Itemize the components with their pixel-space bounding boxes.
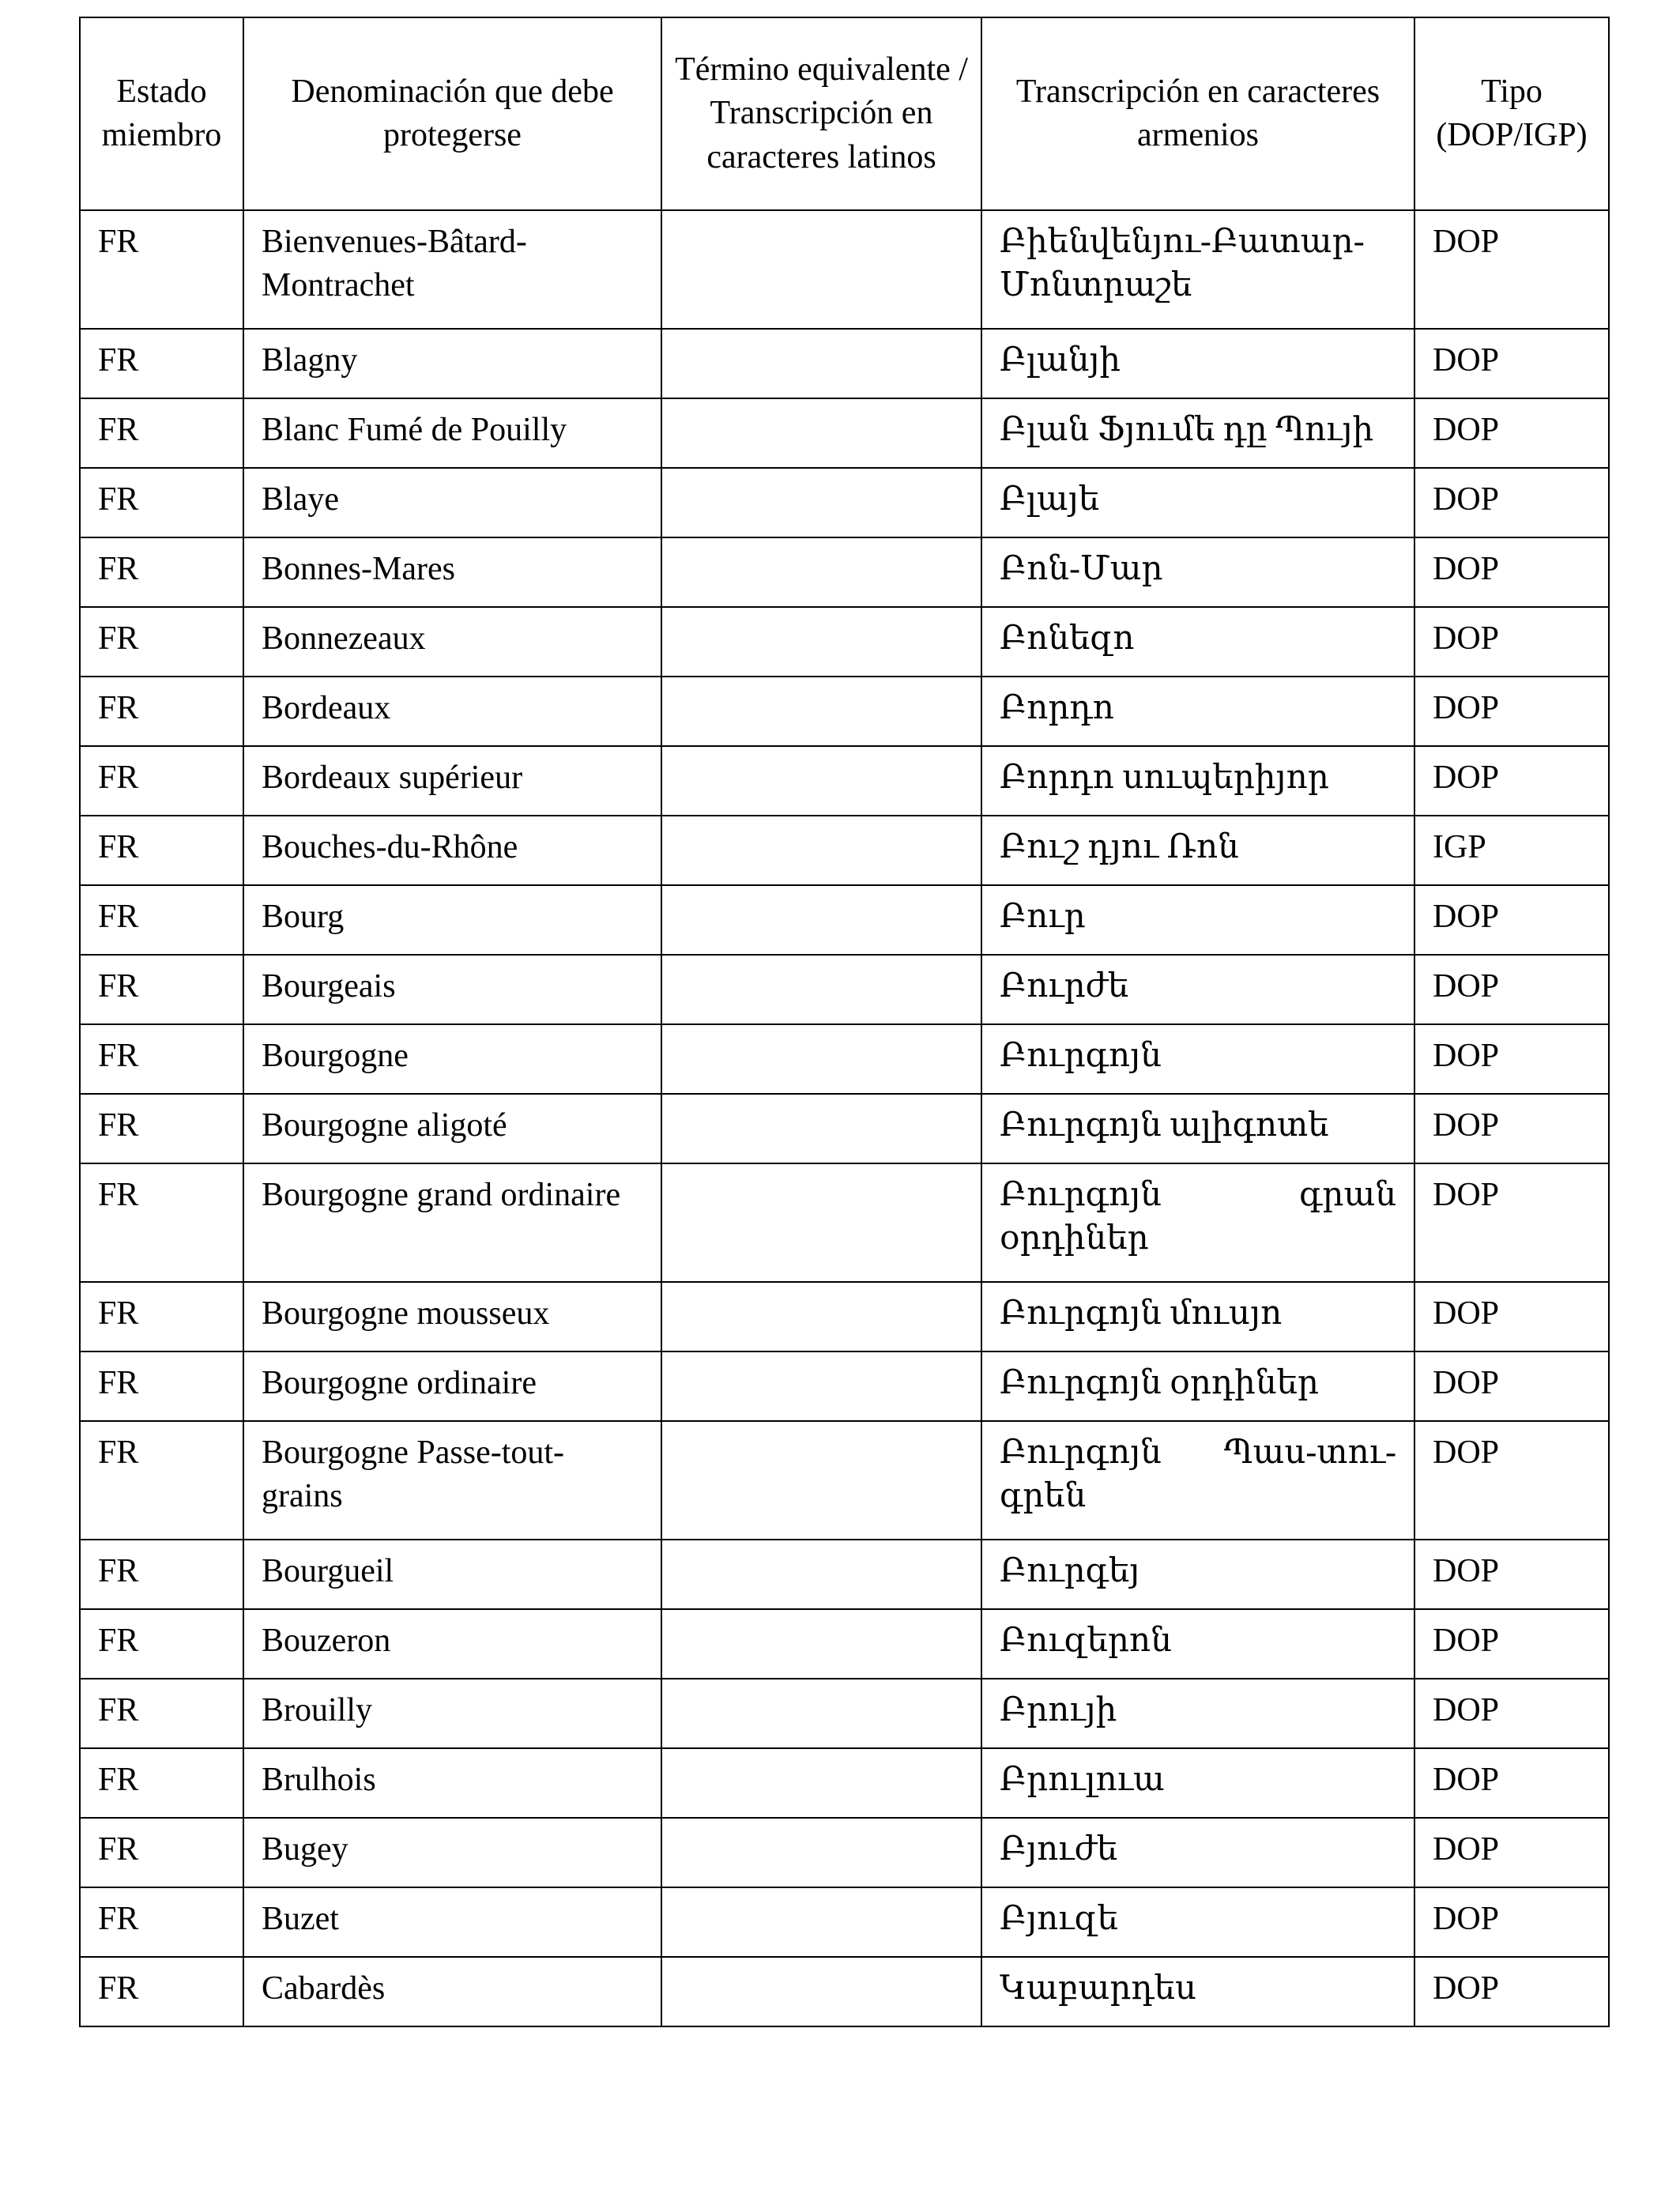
- table-row: [80, 210, 1609, 329]
- latin-transcription-cell: [661, 1421, 981, 1540]
- type-cell: DOP: [1414, 1748, 1609, 1818]
- latin-transcription-cell: [661, 1351, 981, 1421]
- designation-cell: Bonnezeaux: [243, 607, 661, 677]
- armenian-transcription-cell: Բորդո: [981, 677, 1414, 746]
- table-row: [80, 1163, 1609, 1282]
- designation-cell: Bordeaux: [243, 677, 661, 746]
- member-state-cell: FR: [80, 746, 243, 816]
- member-state-cell: FR: [80, 1957, 243, 2026]
- armenian-transcription-cell: Բլայե: [981, 468, 1414, 537]
- latin-transcription-cell: [661, 1163, 981, 1282]
- member-state-cell: FR: [80, 468, 243, 537]
- designation-cell: Brouilly: [243, 1679, 661, 1748]
- table-row: [80, 329, 1609, 398]
- designation-cell: Blaye: [243, 468, 661, 537]
- designation-cell: Bourgogne: [243, 1024, 661, 1094]
- member-state-cell: FR: [80, 1679, 243, 1748]
- table-row: [80, 1679, 1609, 1748]
- designations-table: [79, 17, 1610, 2027]
- header-armenian-transcription: Transcripción en caracteres armenios: [981, 17, 1414, 210]
- armenian-transcription-cell: Բյուժե: [981, 1818, 1414, 1887]
- designation-cell: Bourgogne ordinaire: [243, 1351, 661, 1421]
- designation-cell: Bouzeron: [243, 1609, 661, 1679]
- designation-cell: Bourgueil: [243, 1540, 661, 1609]
- table-row: [80, 746, 1609, 816]
- latin-transcription-cell: [661, 468, 981, 537]
- armenian-transcription-cell: Բուզերոն: [981, 1609, 1414, 1679]
- latin-transcription-cell: [661, 1609, 981, 1679]
- member-state-cell: FR: [80, 1351, 243, 1421]
- table-row: [80, 677, 1609, 746]
- member-state-cell: FR: [80, 1818, 243, 1887]
- designation-cell: Bourgogne mousseux: [243, 1282, 661, 1351]
- latin-transcription-cell: [661, 329, 981, 398]
- table-row: [80, 816, 1609, 885]
- latin-transcription-cell: [661, 1748, 981, 1818]
- header-type: Tipo (DOP/IGP): [1414, 17, 1609, 210]
- table-row: [80, 1748, 1609, 1818]
- armenian-transcription-cell: Բրույի: [981, 1679, 1414, 1748]
- member-state-cell: FR: [80, 607, 243, 677]
- table-row: [80, 398, 1609, 468]
- table-row: [80, 1887, 1609, 1957]
- armenian-transcription-cell: Բուրգոյն օրդիներ: [981, 1351, 1414, 1421]
- designation-cell: Bourgogne Passe-tout-grains: [243, 1421, 661, 1540]
- header-latin-transcription: Término equivalente / Transcripción en caracteres latinos: [661, 17, 981, 210]
- latin-transcription-cell: [661, 537, 981, 607]
- member-state-cell: FR: [80, 1282, 243, 1351]
- type-cell: DOP: [1414, 607, 1609, 677]
- designation-cell: Brulhois: [243, 1748, 661, 1818]
- member-state-cell: FR: [80, 885, 243, 955]
- armenian-transcription-cell: Բոն-Մար: [981, 537, 1414, 607]
- armenian-transcription-cell: Բլան Ֆյումե դը Պույի: [981, 398, 1414, 468]
- latin-transcription-cell: [661, 746, 981, 816]
- latin-transcription-cell: [661, 1957, 981, 2026]
- armenian-transcription-cell: Բրուլուա: [981, 1748, 1414, 1818]
- type-cell: DOP: [1414, 329, 1609, 398]
- member-state-cell: FR: [80, 210, 243, 329]
- header-designation: Denominación que debe protegerse: [243, 17, 661, 210]
- latin-transcription-cell: [661, 1094, 981, 1163]
- type-cell: DOP: [1414, 1094, 1609, 1163]
- type-cell: DOP: [1414, 1421, 1609, 1540]
- armenian-transcription-cell: Բյուզե: [981, 1887, 1414, 1957]
- type-cell: DOP: [1414, 1540, 1609, 1609]
- designation-cell: Cabardès: [243, 1957, 661, 2026]
- member-state-cell: FR: [80, 816, 243, 885]
- type-cell: DOP: [1414, 468, 1609, 537]
- designation-cell: Buzet: [243, 1887, 661, 1957]
- type-cell: DOP: [1414, 955, 1609, 1024]
- type-cell: DOP: [1414, 1282, 1609, 1351]
- table-row: [80, 607, 1609, 677]
- table-row: [80, 1351, 1609, 1421]
- latin-transcription-cell: [661, 607, 981, 677]
- table-row: [80, 468, 1609, 537]
- armenian-transcription-cell: Բուշ դյու Ռոն: [981, 816, 1414, 885]
- header-row: [80, 17, 1609, 210]
- latin-transcription-cell: [661, 955, 981, 1024]
- member-state-cell: FR: [80, 1163, 243, 1282]
- designation-cell: Bordeaux supérieur: [243, 746, 661, 816]
- latin-transcription-cell: [661, 1282, 981, 1351]
- designation-cell: Bourg: [243, 885, 661, 955]
- type-cell: DOP: [1414, 1163, 1609, 1282]
- armenian-transcription-cell: Բուրժե: [981, 955, 1414, 1024]
- designation-cell: Bouches-du-Rhône: [243, 816, 661, 885]
- member-state-cell: FR: [80, 1748, 243, 1818]
- member-state-cell: FR: [80, 329, 243, 398]
- latin-transcription-cell: [661, 677, 981, 746]
- table-row: [80, 1024, 1609, 1094]
- header-member-state: Estado miembro: [80, 17, 243, 210]
- armenian-transcription-cell: Բուրգոյն Պաս-տու-գրեն: [981, 1421, 1414, 1540]
- type-cell: DOP: [1414, 537, 1609, 607]
- designation-cell: Bonnes-Mares: [243, 537, 661, 607]
- designation-cell: Bourgogne grand ordinaire: [243, 1163, 661, 1282]
- armenian-transcription-cell: Բոնեզո: [981, 607, 1414, 677]
- type-cell: DOP: [1414, 1351, 1609, 1421]
- designation-cell: Bourgogne aligoté: [243, 1094, 661, 1163]
- armenian-transcription-cell: Կաբարդես: [981, 1957, 1414, 2026]
- table-row: [80, 1957, 1609, 2026]
- member-state-cell: FR: [80, 1094, 243, 1163]
- member-state-cell: FR: [80, 1609, 243, 1679]
- latin-transcription-cell: [661, 1887, 981, 1957]
- member-state-cell: FR: [80, 1540, 243, 1609]
- type-cell: DOP: [1414, 677, 1609, 746]
- designation-cell: Blagny: [243, 329, 661, 398]
- armenian-transcription-cell: Բուրգոյն մուսյո: [981, 1282, 1414, 1351]
- type-cell: DOP: [1414, 1818, 1609, 1887]
- table-row: [80, 1540, 1609, 1609]
- type-cell: DOP: [1414, 1887, 1609, 1957]
- member-state-cell: FR: [80, 955, 243, 1024]
- armenian-transcription-cell: Բուր: [981, 885, 1414, 955]
- type-cell: DOP: [1414, 1957, 1609, 2026]
- designation-cell: Bourgeais: [243, 955, 661, 1024]
- latin-transcription-cell: [661, 1540, 981, 1609]
- latin-transcription-cell: [661, 210, 981, 329]
- armenian-transcription-cell: Բուրգոյն գրան օրդիներ: [981, 1163, 1414, 1282]
- type-cell: DOP: [1414, 210, 1609, 329]
- table-row: [80, 537, 1609, 607]
- table-row: [80, 1094, 1609, 1163]
- member-state-cell: FR: [80, 1024, 243, 1094]
- armenian-transcription-cell: Բլանյի: [981, 329, 1414, 398]
- table-row: [80, 885, 1609, 955]
- member-state-cell: FR: [80, 537, 243, 607]
- armenian-transcription-cell: Բորդո սուպերիյոր: [981, 746, 1414, 816]
- table-body: [80, 210, 1609, 2026]
- latin-transcription-cell: [661, 885, 981, 955]
- designation-cell: Bugey: [243, 1818, 661, 1887]
- armenian-transcription-cell: Բուրգեյ: [981, 1540, 1414, 1609]
- type-cell: DOP: [1414, 1609, 1609, 1679]
- armenian-transcription-cell: Բիենվենյու-Բատար-Մոնտրաշե: [981, 210, 1414, 329]
- table-row: [80, 1421, 1609, 1540]
- type-cell: DOP: [1414, 746, 1609, 816]
- latin-transcription-cell: [661, 398, 981, 468]
- table-row: [80, 1282, 1609, 1351]
- table-row: [80, 955, 1609, 1024]
- member-state-cell: FR: [80, 1421, 243, 1540]
- designation-cell: Bienvenues-Bâtard-Montrachet: [243, 210, 661, 329]
- latin-transcription-cell: [661, 816, 981, 885]
- type-cell: DOP: [1414, 398, 1609, 468]
- latin-transcription-cell: [661, 1024, 981, 1094]
- member-state-cell: FR: [80, 1887, 243, 1957]
- armenian-transcription-cell: Բուրգոյն: [981, 1024, 1414, 1094]
- latin-transcription-cell: [661, 1679, 981, 1748]
- table-row: [80, 1609, 1609, 1679]
- member-state-cell: FR: [80, 677, 243, 746]
- table-row: [80, 1818, 1609, 1887]
- type-cell: DOP: [1414, 1024, 1609, 1094]
- type-cell: DOP: [1414, 1679, 1609, 1748]
- type-cell: DOP: [1414, 885, 1609, 955]
- designation-cell: Blanc Fumé de Pouilly: [243, 398, 661, 468]
- latin-transcription-cell: [661, 1818, 981, 1887]
- armenian-transcription-cell: Բուրգոյն ալիգոտե: [981, 1094, 1414, 1163]
- type-cell: IGP: [1414, 816, 1609, 885]
- member-state-cell: FR: [80, 398, 243, 468]
